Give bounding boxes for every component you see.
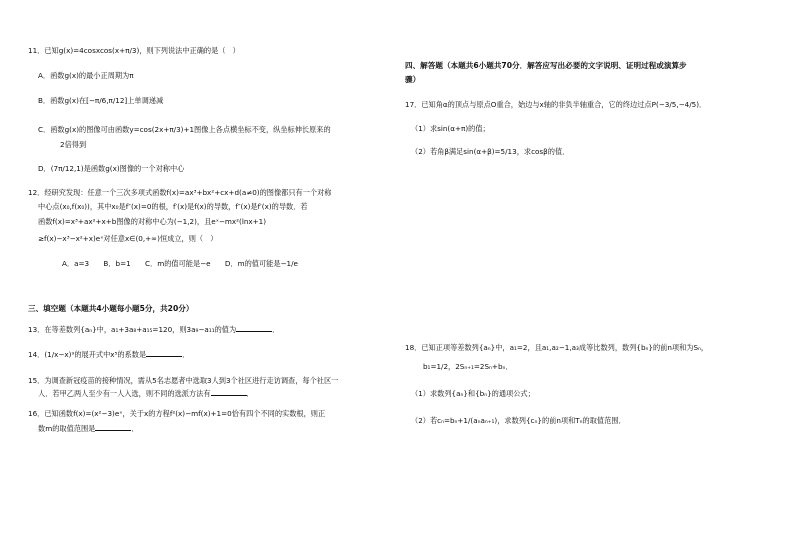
section-4-heading: 四、解答题（本题共6小题共70分．解答应写出必要的文字说明、证明过程或演算步 bbox=[405, 61, 687, 70]
q16-line-2: 数m的取值范围是 ． bbox=[38, 424, 139, 433]
q17-stem: 17．已知角α的顶点与原点O重合，始边与x轴的非负半轴重合，它的终边过点P(−3/5,−4/5)． bbox=[405, 100, 707, 109]
q12-line-3: 函数f(x)=x³+ax²+x+b图像的对称中心为(−1,2)，且eˣ−mx²(lnx+1) bbox=[38, 217, 267, 226]
q12-line-1: 12．经研究发现：任意一个三次多项式函数f(x)=ax³+bx²+cx+d(a≠0)的图像都只有一个对称 bbox=[28, 188, 332, 197]
q14-answer-blank bbox=[146, 350, 182, 357]
q12-line-4: ≥f(x)−x³−x²+x)eˣ对任意x∈(0,+∞)恒成立，则（ ） bbox=[38, 234, 218, 243]
q12-choices bbox=[62, 259, 310, 268]
q13-answer-blank bbox=[236, 325, 272, 332]
q11-option-c-cont: 2倍得到 bbox=[60, 140, 87, 149]
q12-choice-a: A．a=3 bbox=[62, 259, 90, 268]
q11-option-a: A．函数g(x)的最小正周期为π bbox=[38, 71, 134, 80]
q11-stem: 11．已知g(x)=4cosxcos(x+π/3)，则下列说法中正确的是（ ） bbox=[28, 46, 240, 55]
q17-part-2: （2）若角β满足sin(α+β)=5/13，求cosβ的值． bbox=[411, 147, 570, 156]
q18-part-1: （1）求数列{aₙ}和{bₙ}的通项公式； bbox=[411, 389, 535, 398]
q16-text: 数m的取值范围是 bbox=[38, 424, 96, 433]
q18-part-2: （2）若cₙ=bₙ+1/(aₙaₙ₊₁)，求数列{cₙ}的前n项和Tₙ的取值范围． bbox=[411, 416, 626, 425]
q11-option-d: D．(7π/12,1)是函数g(x)图像的一个对称中心 bbox=[38, 164, 185, 173]
q12-choice-c: C．m的值可能是−e bbox=[144, 259, 211, 268]
section-4-heading-cont: 骤） bbox=[405, 75, 421, 84]
q17-part-1: （1）求sin(α+π)的值； bbox=[411, 124, 490, 133]
q12-choice-b: B．b=1 bbox=[103, 259, 131, 268]
q15-line-1: 15．为调查新冠疫苗的接种情况，需从5名志愿者中选取3人到3个社区进行走访调查，每个社区一 bbox=[28, 376, 339, 385]
q18-line-1: 18．已知正项等差数列{aₙ}中，a₁=2，且a₁,a₂−1,a₃成等比数列，数列{bₙ}的前n项和为Sₙ， bbox=[405, 343, 709, 352]
section-3-heading: 三、填空题（本题共4小题每小题5分，共20分） bbox=[28, 304, 194, 313]
q11-option-b: B．函数g(x)在[−π/6,π/12]上单调递减 bbox=[38, 96, 164, 105]
q15-text: 人．若甲乙两人至少有一人入选，则不同的选派方法有 bbox=[38, 389, 211, 398]
q16-answer-blank bbox=[95, 424, 131, 431]
q11-option-c: C．函数g(x)的图像可由函数y=cos(2x+π/3)+1图像上各点横坐标不变，纵坐标伸长原来的 bbox=[38, 125, 331, 134]
q14-text: 14．(1/x−x)⁹的展开式中x⁵的系数是 bbox=[28, 350, 147, 359]
q13-text: 13．在等差数列{aₙ}中，a₁+3a₈+a₁₅=120，则3a₉−a₁₁的值为 bbox=[28, 325, 237, 334]
q15-answer-blank bbox=[211, 389, 247, 396]
q12-choice-d: D．m的值可能是−1/e bbox=[224, 259, 298, 268]
q14: 14．(1/x−x)⁹的展开式中x⁵的系数是 ． bbox=[28, 350, 190, 359]
q18-line-2: b₁=1/2，2Sₙ₊₁=2Sₙ+bₙ． bbox=[423, 362, 513, 371]
q12-line-2: 中心点(x₀,f(x₀))，其中x₀是f″(x)=0的根，f′(x)是f(x)的导数，f″(x)是f′(x)的导数．若 bbox=[38, 202, 308, 211]
q15-line-2: 人．若甲乙两人至少有一人入选，则不同的选派方法有 ． bbox=[38, 389, 254, 398]
q13: 13．在等差数列{aₙ}中，a₁+3a₈+a₁₅=120，则3a₉−a₁₁的值为 ． bbox=[28, 325, 280, 334]
q16-line-1: 16．已知函数f(x)=(x²−3)eˣ，关于x的方程f²(x)−mf(x)+1=0恰有四个不同的实数根，则正 bbox=[28, 409, 326, 418]
